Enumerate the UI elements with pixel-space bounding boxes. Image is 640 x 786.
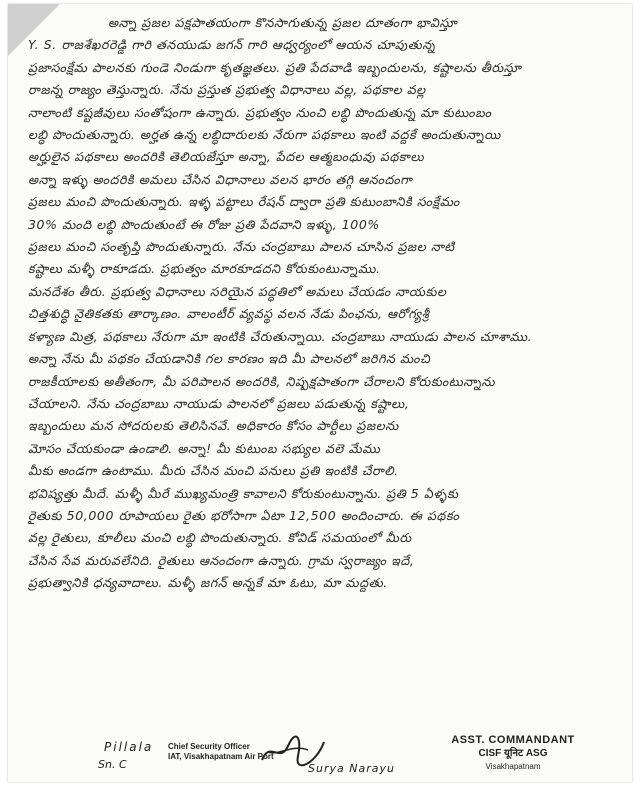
letter-line: రైతుకు 50,000 రూపాయలు రైతు భరోసాగా ఏటా 12,500 అందించారు. ఈ పథకం [28,507,460,523]
stamp-title: Chief Security Officer [168,742,250,751]
letter-line: మనదేశం తీరు. ప్రభుత్వ విధానాలు సరియైన పద్ధతిలో అమలు చేయడం నాయకుల [28,283,447,299]
letter-line: అర్హులైన పథకాలు అందరికి తెలియజేస్తూ అన్నా, పేదల ఆత్మబంధువు పథకాలు [28,149,425,165]
letter-line: చేసిన సేవ మరువలేనిది. రైతులు ఆనందంగా ఉన్నారు. గ్రామ స్వరాజ్యం ఇదే, [28,552,415,568]
letter-sheet [8,4,632,782]
stamp-location: IAT, Visakhapatnam Air Port [168,752,274,761]
letter-line: చిత్తశుద్ధి నైతికతకు తార్కాణం. వాలంటీర్ వ్యవస్థ వలన నేడు పింఛను, ఆరోగ్యశ్రీ [28,306,430,322]
letter-line: ఇబ్బందులు మన సోదరులకు తెలిసినవే. అధికారం కోసం పార్టీలు ప్రజలను [28,418,399,434]
signature-footer [8,732,632,782]
commandant-title: ASST. COMMANDANT [451,734,575,746]
letter-line: నాలాంటి కష్టజీవులు సంతోషంగా ఉన్నారు. ప్రభుత్వం నుంచి లబ్ధి పొందుతున్న మా కుటుంబం [28,104,492,120]
commandant-location: Visakhapatnam [485,762,541,771]
left-name: Sn. C [98,758,127,771]
letter-line: ప్రభుత్వానికి ధన్యవాదాలు. మళ్ళీ జగన్ అన్నకే మా ఓటు, మా మద్దతు. [28,575,388,591]
letter-line: కష్టాలు మళ్ళీ రాకూడదు. ప్రభుత్వం మారకూడదని కోరుకుంటున్నాము. [28,261,381,277]
letter-line: ప్రజలు మంచి పొందుతున్నారు. ఇళ్ళ పట్టాలు రేషన్ ద్వారా ప్రతి కుటుంబానికి సంక్షేమం [28,194,460,210]
letter-line: రాజన్న రాజ్యం తెస్తున్నారు. నేను ప్రస్తుత ప్రభుత్వ విధానాలు వల్ల, పథకాల వల్ల [28,82,426,98]
letter-line: చేయాలని. నేను చంద్రబాబు నాయుడు పాలనలో ప్రజలు పడుతున్న కష్టాలు, [28,395,410,411]
letter-line: అన్నా నేను మీ పథకం చేయడానికి గల కారణం ఇది మీ పాలనలో జరిగిన మంచి [28,351,431,367]
letter-line: Y. S. రాజశేఖరరెడ్డి గారి తనయుడు జగన్ గారి ఆధ్వర్యంలో ఆయన చూపుతున్న [28,37,436,53]
middle-signature: Surya Narayu [308,762,395,775]
letter-line: ప్రజాసంక్షేమ పాలనకు గుండె నిండుగా కృతజ్ఞతలు. ప్రతి పేదవాడి ఇబ్బందులను, కష్టాలను తీరుస్తూ [28,59,522,75]
letter-line: మీకు అండగా ఉంటాము. మీరు చేసిన మంచి పనులు ప్రతి ఇంటికి చేరాలి. [28,463,399,479]
left-signature: Pillala [104,740,154,754]
commandant-stamp [438,734,588,773]
letter-line: భవిష్యత్తు మీదే. మళ్ళీ మీరే ముఖ్యమంత్రి కావాలని కోరుకుంటున్నాను. ప్రతి 5 ఏళ్ళకు [28,485,459,501]
commandant-unit: CISF यूनिट ASG [478,748,548,759]
letter-line: అన్నా ఇళ్ళు అందరికి అమలు చేసిన విధానాలు వలన భారం తగ్గి ఆనందంగా [28,171,413,187]
letter-line: వల్ల రైతులు, కూలీలు మంచి లబ్ధి పొందుతున్నారు. కోవిడ్ సమయంలో మీరు [28,530,412,546]
letter-line: రాజకీయాలకు అతీతంగా, మీ పరిపాలన అందరికి, నిష్పక్షపాతంగా చేరాలని కోరుకుంటున్నాను [28,373,496,389]
handwritten-letter [28,12,624,595]
letter-greeting: అన్నా ప్రజల పక్షపాతయంగా కొనసాగుతున్న ప్రజల దూతంగా భావిస్తూ [108,15,458,30]
letter-line: లబ్ధి పొందుతున్నారు. అర్హత ఉన్న లబ్ధిదారులకు నేరుగా పథకాలు ఇంటి వద్దకే అందుతున్నాయి [28,127,501,143]
letter-line: మోసం చేయకుండా ఉండాలి. అన్నా! మీ కుటుంబ సభ్యుల వలె మేము [28,440,381,456]
letter-line: కళ్యాణ మిత్ర, పథకాలు నేరుగా మా ఇంటికి చేరుతున్నాయి. చంద్రబాబు నాయుడు పాలన చూశాము. [28,328,533,344]
letter-line: 30% మంది లబ్ధి పొందుతుంటే ఈ రోజు ప్రతి పేదవాని ఇళ్ళు, 100% [28,216,380,232]
letter-line: ప్రజలు మంచి సంతృప్తి పొందుతున్నారు. నేను చంద్రబాబు పాలన చూసిన ప్రజల నాటి [28,239,455,255]
